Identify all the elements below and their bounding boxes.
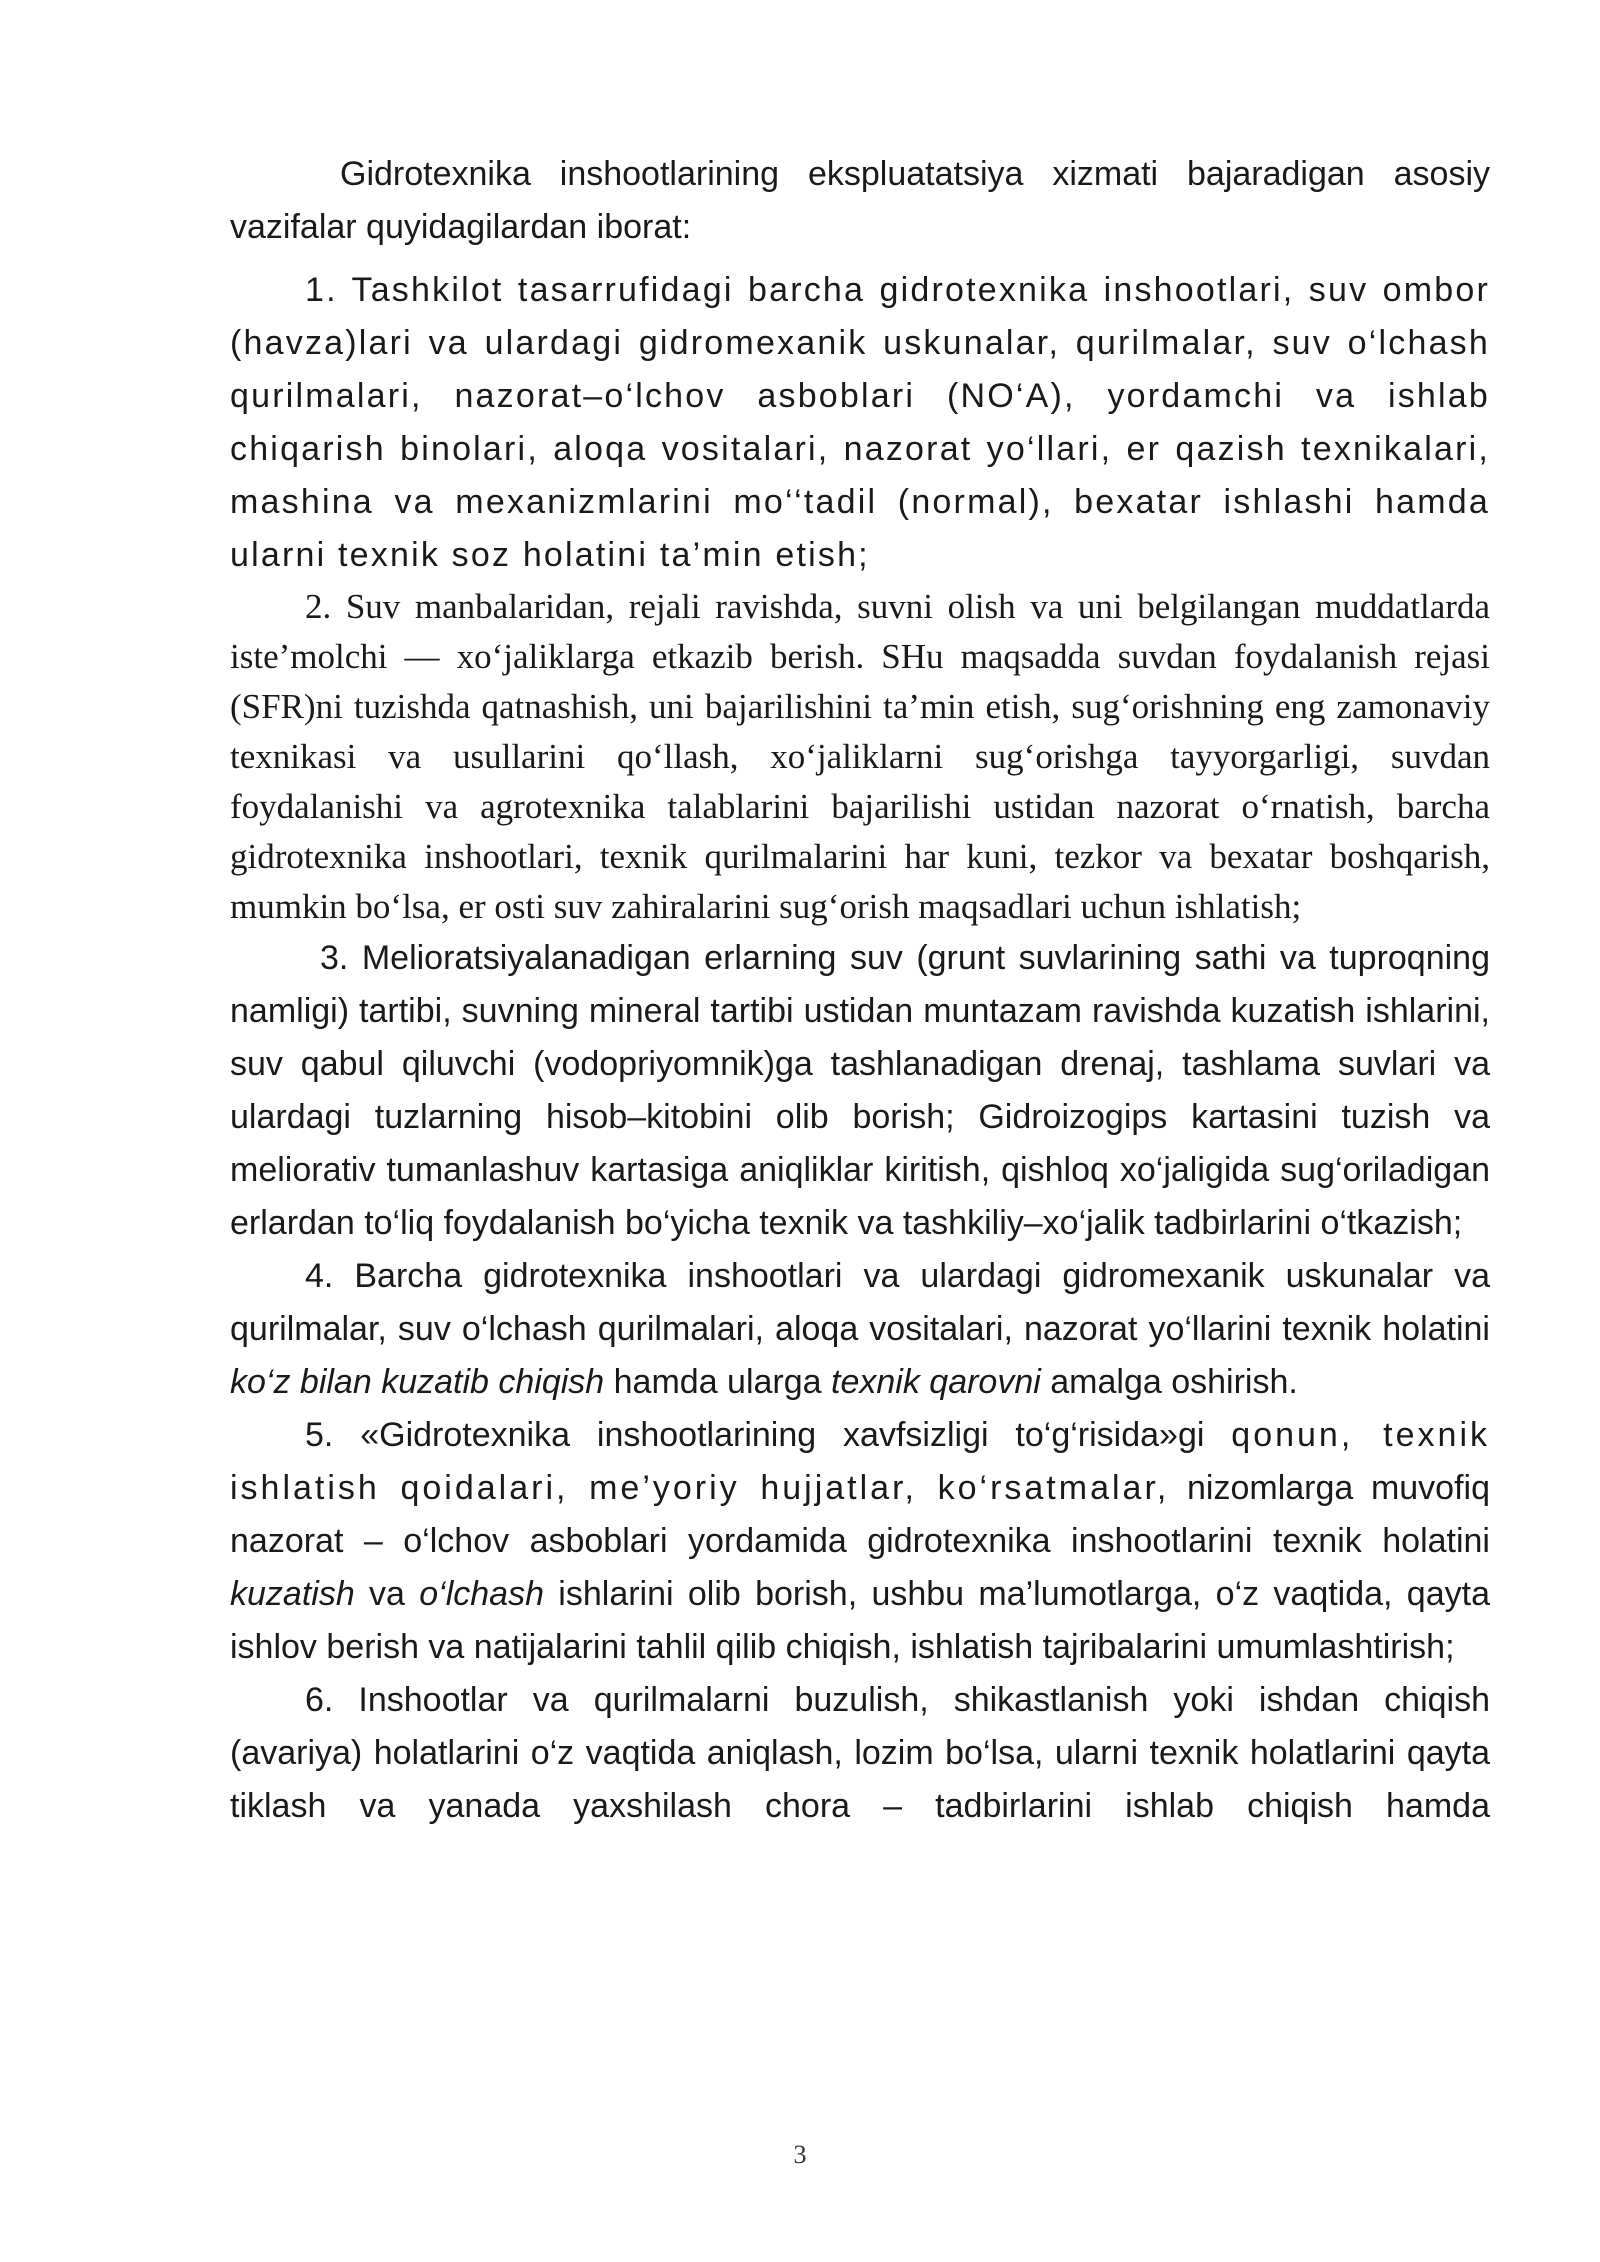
list-item-5 [230,1409,1490,1674]
list-item-4-text-3: amalga oshirish. [1040,1363,1298,1401]
list-item-5-text-2: nizomlarga muvofiq nazorat – o‘lchov asboblari yordamida gidrotexnika inshootlarini texnik holatini [230,1469,1490,1560]
list-item-6: 6. Inshootlar va qurilmalarni buzulish, shikastlanish yoki ishdan chiqish (avariya) holatlarini o‘z vaqtida aniqlash, lozim bo‘lsa, ularni texnik holatlarini qayta tiklash va yanada yaxshilash chora – tadbirlarini ishlab chiqish hamda [230,1681,1490,1825]
list-item-4-emphasis-1: ko‘z bilan kuzatib chiqish [230,1363,605,1401]
list-item-5-emphasis-2: o‘lchash [419,1575,544,1613]
list-item-5-text: 5. «Gidrotexnika inshootlarining xavfsizligi to‘g‘risida»gi [305,1416,1232,1454]
intro-paragraph: Gidrotexnika inshootlarining ekspluatatsiya xizmati bajaradigan asosiy vazifalar quyidagilardan iborat: [230,155,1490,246]
list-item-2: 2. Suv manbalaridan, rejali ravishda, suvni olish va uni belgilangan muddatlarda iste’molchi — xo‘jaliklarga etkazib berish. SHu maqsadda suvdan foydalanish rejasi (SFR)ni tuzishda qatnashish, uni bajarilishini ta’min etish, sug‘orishning eng zamonaviy texnikasi va usullarini qo‘llash, xo‘jaliklarni sug‘orishga tayyorgarligi, suvdan foydalanishi va agrotexnika talablarini bajarilishi ustidan nazorat o‘rnatish, barcha gidrotexnika inshootlari, texnik qurilmalarini har kuni, tezkor va bexatar boshqarish, mumkin bo‘lsa, er osti suv zahiralarini sug‘orish maqsadlari uchun ishlatish; [230,587,1490,926]
list-item-5-text-4: ishlarini olib borish, ushbu ma’lumotlarga, o‘z vaqtida, qayta ishlov berish va natijalarini tahlil qilib chiqish, ishlatish tajribalarini umumlashtirish; [230,1575,1490,1666]
list-item-3: 3. Melioratsiyalanadigan erlarning suv (grunt suvlarining sathi va tuproqning namligi) tartibi, suvning mineral tartibi ustidan muntazam ravishda kuzatish ishlarini, suv qabul qiluvchi (vodopriyomnik)ga tashlanadigan drenaj, tashlama suvlari va ulardagi tuzlarning hisob–kitobini olib borish; Gidroizogips kartasini tuzish va meliorativ tumanlashuv kartasiga aniqliklar kiritish, qishloq xo‘jaligida sug‘oriladigan erlardan to‘liq foydalanish bo‘yicha texnik va tashkiliy–xo‘jalik tadbirlarini o‘tkazish; [230,939,1490,1242]
list-item-4-emphasis-2: texnik qarovni [831,1363,1041,1401]
page-number: 3 [793,2140,807,2169]
list-item-1: 1. Tashkilot tasarrufidagi barcha gidrotexnika inshootlari, suv ombor (havza)lari va ulardagi gidromexanik uskunalar, qurilmalar, suv o‘lchash qurilmalari, nazorat–o‘lchov asboblari (NO‘A), yordamchi va ishlab chiqarish binolari, aloqa vositalari, nazorat yo‘llari, er qazish texnikalari, mashina va mexanizmlarini mo‘‘tadil (normal), bexatar ishlashi hamda ularni texnik soz holatini ta’min etish; [230,271,1490,574]
list-item-5-spaced-text: qonun, texnik ishlatish qoidalari, me’yoriy hujjatlar, ko‘rsatmalar, [230,1416,1490,1507]
list-item-4-text: 4. Barcha gidrotexnika inshootlari va ulardagi gidromexanik uskunalar va qurilmalar, suv o‘lchash qurilmalari, aloqa vositalari, nazorat yo‘llarini texnik holatini [230,1257,1490,1348]
list-item-5-emphasis-1: kuzatish [230,1575,355,1613]
list-item-4 [230,1250,1490,1409]
list-item-4-text-2: hamda ularga [604,1363,832,1401]
list-item-5-text-3: va [354,1575,420,1613]
document-body [230,148,1490,1833]
